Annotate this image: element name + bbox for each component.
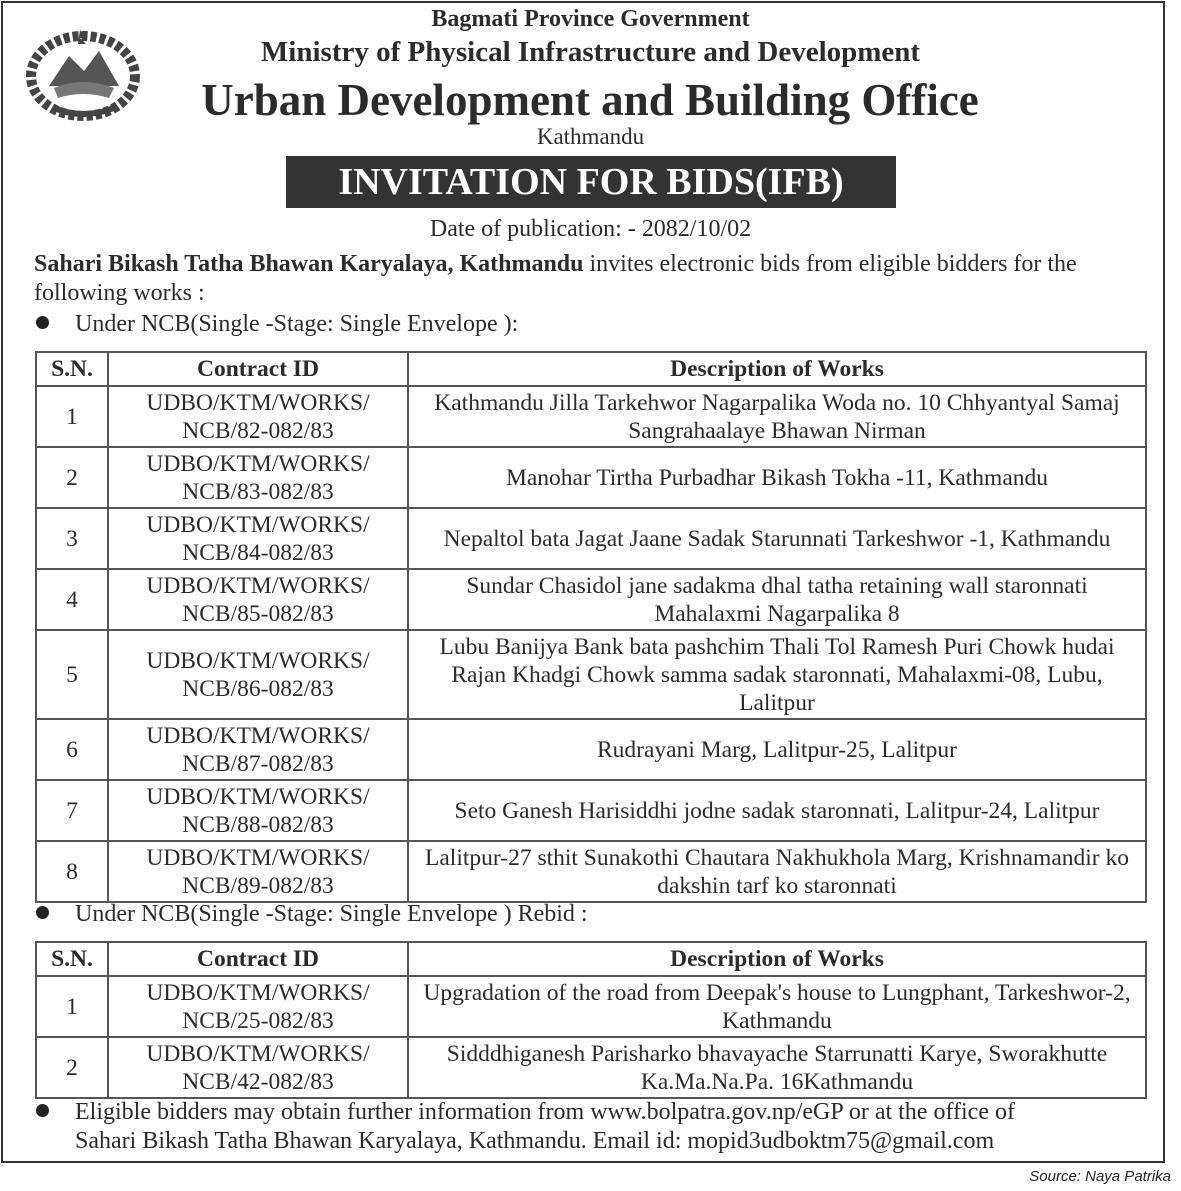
contract-id-line2: NCB/25-082/83 [182,1007,334,1034]
table-row [36,976,1146,1037]
contract-id-line2: NCB/85-082/83 [182,600,334,627]
contract-id-line1: UDBO/KTM/WORKS/ [146,783,370,810]
contract-id-line2: NCB/86-082/83 [182,675,334,702]
cell-description: Lalitpur-27 sthit Sunakothi Chautara Nakhukhola Marg, Krishnamandir ko dakshin tarf ko staronnati [408,841,1146,902]
cell-description: Upgradation of the road from Deepak's house to Lungphant, Tarkeshwor-2, Kathmandu [408,976,1146,1037]
works-table [35,351,1147,903]
bullet-icon [36,316,49,329]
section2-title: Under NCB(Single -Stage: Single Envelope ) Rebid : [75,901,588,927]
contract-id-line2: NCB/42-082/83 [182,1068,334,1095]
col-description: Description of Works [408,352,1146,386]
office-city: Kathmandu [536,124,645,149]
province-name: Bagmati Province Government [431,6,750,32]
contract-id-line1: UDBO/KTM/WORKS/ [146,844,370,871]
col-contract-id: Contract ID [108,352,408,386]
cell-contract-id [108,386,408,447]
contract-id-line2: NCB/89-082/83 [182,872,334,899]
contract-id-line1: UDBO/KTM/WORKS/ [146,450,370,477]
contract-id-line1: UDBO/KTM/WORKS/ [146,389,370,416]
cell-description: Rudrayani Marg, Lalitpur-25, Lalitpur [408,719,1146,780]
cell-sn: 1 [36,976,108,1037]
source-credit: Source: Naya Patrika [1029,1168,1171,1185]
publication-date: Date of publication: - 2082/10/02 [429,216,752,242]
section1-heading [36,311,518,338]
table-row [36,569,1146,630]
cell-sn: 5 [36,630,108,719]
cell-sn: 2 [36,1037,108,1098]
cell-contract-id [108,447,408,508]
footer-line2: Sahari Bikash Tatha Bhawan Karyalaya, Kathmandu. Email id: mopid3udboktm75@gmail.com [75,1128,995,1154]
cell-contract-id [108,569,408,630]
table-row [36,841,1146,902]
cell-description: Nepaltol bata Jagat Jaane Sadak Starunnati Tarkeshwor -1, Kathmandu [408,508,1146,569]
cell-sn: 6 [36,719,108,780]
cell-contract-id [108,841,408,902]
rebid-table [35,941,1147,1099]
table-row [36,508,1146,569]
table-row [36,630,1146,719]
bullet-icon [36,906,49,919]
footer-line1: Eligible bidders may obtain further information from www.bolpatra.gov.np/eGP or at the office of [75,1099,1015,1125]
intro-text: invites electronic bids from eligible bidders for the following works : [34,251,1077,306]
bullet-icon [36,1104,49,1117]
cell-sn: 2 [36,447,108,508]
cell-description: Kathmandu Jilla Tarkehwor Nagarpalika Woda no. 10 Chhyantyal Samaj Sangrahaalaye Bhawan Nirman [408,386,1146,447]
table-row [36,780,1146,841]
cell-contract-id [108,508,408,569]
footer-note [36,1098,1015,1156]
cell-contract-id [108,780,408,841]
cell-sn: 7 [36,780,108,841]
contract-id-line1: UDBO/KTM/WORKS/ [146,979,370,1006]
col-contract-id: Contract ID [108,942,408,976]
cell-description: Sundar Chasidol jane sadakma dhal tatha retaining wall staronnati Mahalaxmi Nagarpalika 8 [408,569,1146,630]
cell-sn: 3 [36,508,108,569]
section2-heading [36,901,588,928]
office-name: Urban Development and Building Office [201,75,979,125]
intro-org: Sahari Bikash Tatha Bhawan Karyalaya, Kathmandu [34,251,584,277]
table-row [36,1037,1146,1098]
table-row [36,386,1146,447]
ministry-name: Ministry of Physical Infrastructure and Development [260,36,921,68]
contract-id-line1: UDBO/KTM/WORKS/ [146,572,370,599]
col-sn: S.N. [36,352,108,386]
contract-id-line2: NCB/84-082/83 [182,539,334,566]
contract-id-line1: UDBO/KTM/WORKS/ [146,722,370,749]
contract-id-line1: UDBO/KTM/WORKS/ [146,647,370,674]
intro-paragraph [34,250,1144,308]
cell-contract-id [108,1037,408,1098]
contract-id-line2: NCB/82-082/83 [182,417,334,444]
cell-description: Lubu Banijya Bank bata pashchim Thali Tol Ramesh Puri Chowk hudai Rajan Khadgi Chowk samma sadak staronnati, Mahalaxmi-08, Lubu, Lalitpur [408,630,1146,719]
contract-id-line2: NCB/88-082/83 [182,811,334,838]
cell-contract-id [108,630,408,719]
col-description: Description of Works [408,942,1146,976]
cell-description: Manohar Tirtha Purbadhar Bikash Tokha -11, Kathmandu [408,447,1146,508]
col-sn: S.N. [36,942,108,976]
cell-description: Sidddhiganesh Parisharko bhavayache Starrunatti Karye, Sworakhutte Ka.Ma.Na.Pa. 16Kathmandu [408,1037,1146,1098]
cell-contract-id [108,976,408,1037]
cell-sn: 8 [36,841,108,902]
cell-contract-id [108,719,408,780]
contract-id-line1: UDBO/KTM/WORKS/ [146,1040,370,1067]
table-row [36,447,1146,508]
ifb-banner: INVITATION FOR BIDS(IFB) [286,156,896,208]
table-row [36,719,1146,780]
cell-description: Seto Ganesh Harisiddhi jodne sadak staronnati, Lalitpur-24, Lalitpur [408,780,1146,841]
contract-id-line2: NCB/87-082/83 [182,750,334,777]
contract-id-line1: UDBO/KTM/WORKS/ [146,511,370,538]
cell-sn: 4 [36,569,108,630]
section1-title: Under NCB(Single -Stage: Single Envelope ): [75,311,519,337]
contract-id-line2: NCB/83-082/83 [182,478,334,505]
cell-sn: 1 [36,386,108,447]
